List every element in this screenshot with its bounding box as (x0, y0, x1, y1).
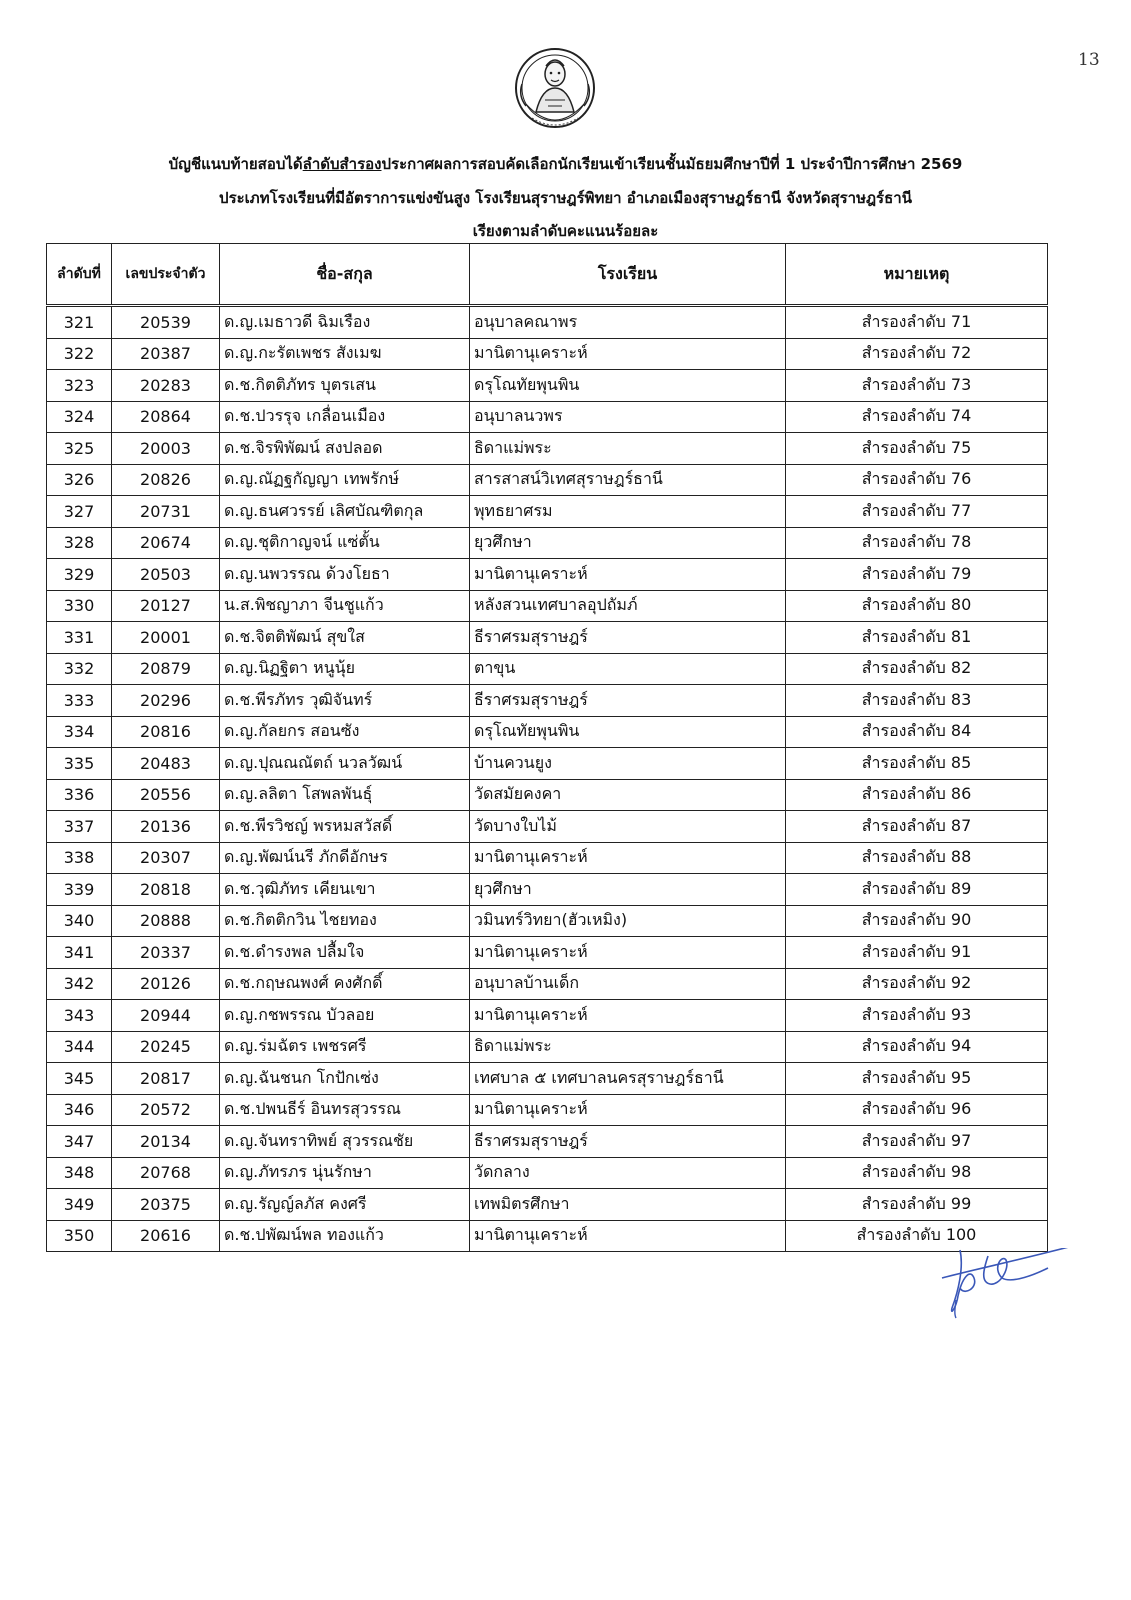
cell-full-name: ด.ญ.ลลิตา โสพลพันธุ์ (220, 779, 470, 811)
cell-school: อนุบาลนวพร (470, 401, 786, 433)
cell-sequence: 324 (47, 401, 112, 433)
cell-student-id: 20245 (112, 1031, 220, 1063)
cell-full-name: ด.ญ.ภัทรภร นุ่นรักษา (220, 1157, 470, 1189)
cell-remark: สำรองลำดับ 89 (786, 874, 1048, 906)
cell-full-name: ด.ช.ปพัฒน์พล ทองแก้ว (220, 1220, 470, 1252)
cell-student-id: 20731 (112, 496, 220, 528)
cell-school: ธีราศรมสุราษฎร์ (470, 685, 786, 717)
cell-student-id: 20944 (112, 1000, 220, 1032)
cell-sequence: 342 (47, 968, 112, 1000)
cell-student-id: 20826 (112, 464, 220, 496)
cell-remark: สำรองลำดับ 79 (786, 559, 1048, 591)
cell-student-id: 20768 (112, 1157, 220, 1189)
cell-school: เทพมิตรศึกษา (470, 1189, 786, 1221)
cell-full-name: ด.ญ.นิฏฐิตา หนูนุ้ย (220, 653, 470, 685)
table-body (47, 306, 1048, 1252)
cell-sequence: 331 (47, 622, 112, 654)
cell-sequence: 327 (47, 496, 112, 528)
cell-remark: สำรองลำดับ 96 (786, 1094, 1048, 1126)
table-row (47, 779, 1048, 811)
table-row (47, 1189, 1048, 1221)
cell-full-name: ด.ช.กิตติกวิน ไชยทอง (220, 905, 470, 937)
cell-remark: สำรองลำดับ 93 (786, 1000, 1048, 1032)
cell-full-name: ด.ช.พีรวิชญ์ พรหมสวัสดิ์ (220, 811, 470, 843)
cell-full-name: ด.ช.ปวรรุจ เกลื่อนเมือง (220, 401, 470, 433)
cell-school: อนุบาลบ้านเด็ก (470, 968, 786, 1000)
cell-remark: สำรองลำดับ 88 (786, 842, 1048, 874)
cell-school: ดรุโณทัยพุนพิน (470, 716, 786, 748)
table-row (47, 748, 1048, 780)
cell-sequence: 321 (47, 306, 112, 339)
heading-line-3: เรียงตามลำดับคะแนนร้อยละ (472, 222, 659, 240)
table-row (47, 905, 1048, 937)
cell-student-id: 20003 (112, 433, 220, 465)
cell-student-id: 20616 (112, 1220, 220, 1252)
cell-student-id: 20816 (112, 716, 220, 748)
cell-sequence: 326 (47, 464, 112, 496)
table-row (47, 464, 1048, 496)
cell-student-id: 20818 (112, 874, 220, 906)
table-row (47, 937, 1048, 969)
cell-sequence: 334 (47, 716, 112, 748)
heading-line-1-underlined: ลำดับสำรอง (302, 155, 382, 173)
cell-full-name: ด.ช.ปพนธีร์ อินทรสุวรรณ (220, 1094, 470, 1126)
cell-school: มานิตานุเคราะห์ (470, 937, 786, 969)
table-row (47, 653, 1048, 685)
cell-sequence: 344 (47, 1031, 112, 1063)
table-row (47, 306, 1048, 339)
table-row (47, 1000, 1048, 1032)
cell-remark: สำรองลำดับ 78 (786, 527, 1048, 559)
cell-student-id: 20387 (112, 338, 220, 370)
cell-school: เทศบาล ๕ เทศบาลนครสุราษฎร์ธานี (470, 1063, 786, 1095)
header-sequence: ลำดับที่ (47, 244, 112, 306)
cell-school: ดรุโณทัยพุนพิน (470, 370, 786, 402)
cell-school: มานิตานุเคราะห์ (470, 1220, 786, 1252)
cell-full-name: ด.ญ.ชุติกาญจน์ แซ่ตั้น (220, 527, 470, 559)
cell-school: มานิตานุเคราะห์ (470, 1000, 786, 1032)
cell-remark: สำรองลำดับ 86 (786, 779, 1048, 811)
cell-remark: สำรองลำดับ 87 (786, 811, 1048, 843)
cell-school: ธีราศรมสุราษฎร์ (470, 1126, 786, 1158)
cell-remark: สำรองลำดับ 98 (786, 1157, 1048, 1189)
cell-student-id: 20283 (112, 370, 220, 402)
cell-sequence: 345 (47, 1063, 112, 1095)
cell-school: มานิตานุเคราะห์ (470, 1094, 786, 1126)
cell-school: วัดกลาง (470, 1157, 786, 1189)
table-row (47, 590, 1048, 622)
cell-remark: สำรองลำดับ 83 (786, 685, 1048, 717)
cell-school: หลังสวนเทศบาลอุปถัมภ์ (470, 590, 786, 622)
cell-full-name: ด.ญ.ร่มฉัตร เพชรศรี (220, 1031, 470, 1063)
cell-remark: สำรองลำดับ 82 (786, 653, 1048, 685)
cell-sequence: 330 (47, 590, 112, 622)
cell-full-name: ด.ญ.รัญญ์ลภัส คงศรี (220, 1189, 470, 1221)
cell-full-name: ด.ญ.ณัฏฐกัญญา เทพรักษ์ (220, 464, 470, 496)
cell-sequence: 349 (47, 1189, 112, 1221)
table-row (47, 1157, 1048, 1189)
cell-remark: สำรองลำดับ 76 (786, 464, 1048, 496)
cell-remark: สำรองลำดับ 71 (786, 306, 1048, 339)
cell-school: วัดสมัยคงคา (470, 779, 786, 811)
table-row (47, 622, 1048, 654)
cell-full-name: ด.ญ.ฉันชนก โกปักเซ่ง (220, 1063, 470, 1095)
cell-remark: สำรองลำดับ 94 (786, 1031, 1048, 1063)
header-remark: หมายเหตุ (786, 244, 1048, 306)
table-row (47, 370, 1048, 402)
cell-sequence: 329 (47, 559, 112, 591)
cell-school: มานิตานุเคราะห์ (470, 842, 786, 874)
cell-school: วมินทร์วิทยา(ฮัวเหมิง) (470, 905, 786, 937)
cell-full-name: ด.ญ.พัฒน์นรี ภักดีอักษร (220, 842, 470, 874)
cell-full-name: ด.ญ.เมธาวดี ฉิมเรือง (220, 306, 470, 339)
cell-remark: สำรองลำดับ 85 (786, 748, 1048, 780)
table-row (47, 338, 1048, 370)
cell-student-id: 20888 (112, 905, 220, 937)
cell-student-id: 20127 (112, 590, 220, 622)
table-row (47, 874, 1048, 906)
cell-student-id: 20556 (112, 779, 220, 811)
table-row (47, 685, 1048, 717)
cell-sequence: 322 (47, 338, 112, 370)
cell-full-name: ด.ญ.ธนศวรรย์ เลิศบัณฑิตกุล (220, 496, 470, 528)
cell-full-name: ด.ช.กฤษณพงศ์ คงศักดิ์ (220, 968, 470, 1000)
table-row (47, 968, 1048, 1000)
table-row (47, 1031, 1048, 1063)
cell-remark: สำรองลำดับ 90 (786, 905, 1048, 937)
table-row (47, 1220, 1048, 1252)
table-row (47, 559, 1048, 591)
header-school: โรงเรียน (470, 244, 786, 306)
cell-remark: สำรองลำดับ 92 (786, 968, 1048, 1000)
cell-sequence: 340 (47, 905, 112, 937)
cell-sequence: 337 (47, 811, 112, 843)
cell-student-id: 20126 (112, 968, 220, 1000)
cell-sequence: 335 (47, 748, 112, 780)
cell-school: บ้านควนยูง (470, 748, 786, 780)
cell-student-id: 20503 (112, 559, 220, 591)
cell-student-id: 20483 (112, 748, 220, 780)
heading-line-2: ประเภทโรงเรียนที่มีอัตราการแข่งขันสูง โรงเรียนสุราษฎร์พิทยา อำเภอเมืองสุราษฎร์ธานี จังหวัดสุราษฎร์ธานี (219, 189, 912, 207)
cell-remark: สำรองลำดับ 77 (786, 496, 1048, 528)
cell-student-id: 20817 (112, 1063, 220, 1095)
cell-full-name: ด.ช.ดำรงพล ปลื้มใจ (220, 937, 470, 969)
cell-full-name: ด.ช.วุฒิภัทร เคียนเขา (220, 874, 470, 906)
table-row (47, 1126, 1048, 1158)
cell-student-id: 20134 (112, 1126, 220, 1158)
heading-line-1 (0, 152, 1131, 176)
cell-remark: สำรองลำดับ 81 (786, 622, 1048, 654)
cell-school: ธิดาแม่พระ (470, 1031, 786, 1063)
cell-sequence: 323 (47, 370, 112, 402)
table-row (47, 1063, 1048, 1095)
table-row (47, 811, 1048, 843)
cell-school: อนุบาลคณาพร (470, 306, 786, 339)
cell-school: วัดบางใบไม้ (470, 811, 786, 843)
cell-school: พุทธยาศรม (470, 496, 786, 528)
cell-student-id: 20864 (112, 401, 220, 433)
cell-sequence: 328 (47, 527, 112, 559)
cell-school: ธิดาแม่พระ (470, 433, 786, 465)
cell-student-id: 20674 (112, 527, 220, 559)
cell-sequence: 325 (47, 433, 112, 465)
cell-sequence: 333 (47, 685, 112, 717)
cell-remark: สำรองลำดับ 74 (786, 401, 1048, 433)
table-row (47, 716, 1048, 748)
signature-icon (940, 1248, 1090, 1328)
header-full-name: ชื่อ-สกุล (220, 244, 470, 306)
cell-student-id: 20879 (112, 653, 220, 685)
heading-line-1-end: ประกาศผลการสอบคัดเลือกนักเรียนเข้าเรียนชั้นมัธยมศึกษาปีที่ 1 ประจำปีการศึกษา 2569 (381, 155, 963, 173)
cell-school: ตาขุน (470, 653, 786, 685)
cell-sequence: 350 (47, 1220, 112, 1252)
table-row (47, 496, 1048, 528)
cell-remark: สำรองลำดับ 75 (786, 433, 1048, 465)
heading-line-1-start: บัญชีแนบท้ายสอบได้ (168, 155, 303, 173)
table-row (47, 527, 1048, 559)
cell-full-name: ด.ช.กิตติภัทร บุตรเสน (220, 370, 470, 402)
cell-full-name: ด.ญ.จันทราทิพย์ สุวรรณชัย (220, 1126, 470, 1158)
school-seal-icon (512, 44, 598, 136)
reserve-list-table (46, 243, 1048, 1252)
cell-school: สารสาสน์วิเทศสุราษฎร์ธานี (470, 464, 786, 496)
cell-full-name: ด.ญ.กะรัตเพชร สังเมฆ (220, 338, 470, 370)
cell-school: มานิตานุเคราะห์ (470, 338, 786, 370)
cell-remark: สำรองลำดับ 95 (786, 1063, 1048, 1095)
cell-sequence: 347 (47, 1126, 112, 1158)
cell-remark: สำรองลำดับ 84 (786, 716, 1048, 748)
cell-student-id: 20539 (112, 306, 220, 339)
cell-full-name: ด.ญ.นพวรรณ ด้วงโยธา (220, 559, 470, 591)
cell-student-id: 20001 (112, 622, 220, 654)
header-student-id: เลขประจำตัว (112, 244, 220, 306)
cell-student-id: 20375 (112, 1189, 220, 1221)
cell-student-id: 20136 (112, 811, 220, 843)
cell-remark: สำรองลำดับ 91 (786, 937, 1048, 969)
cell-full-name: ด.ช.จิตติพัฒน์ สุขใส (220, 622, 470, 654)
cell-sequence: 336 (47, 779, 112, 811)
cell-school: มานิตานุเคราะห์ (470, 559, 786, 591)
cell-student-id: 20337 (112, 937, 220, 969)
table-row (47, 1094, 1048, 1126)
cell-remark: สำรองลำดับ 97 (786, 1126, 1048, 1158)
cell-remark: สำรองลำดับ 100 (786, 1220, 1048, 1252)
table-row (47, 433, 1048, 465)
cell-remark: สำรองลำดับ 80 (786, 590, 1048, 622)
cell-full-name: ด.ญ.ปุณณณัตถ์ นวลวัฒน์ (220, 748, 470, 780)
cell-sequence: 339 (47, 874, 112, 906)
cell-student-id: 20572 (112, 1094, 220, 1126)
cell-school: ยุวศึกษา (470, 527, 786, 559)
cell-full-name: ด.ช.พีรภัทร วุฒิจันทร์ (220, 685, 470, 717)
cell-remark: สำรองลำดับ 72 (786, 338, 1048, 370)
cell-full-name: ด.ช.จิรพิพัฒน์ สงปลอด (220, 433, 470, 465)
cell-sequence: 348 (47, 1157, 112, 1189)
page-number: 13 (1078, 50, 1100, 70)
cell-remark: สำรองลำดับ 99 (786, 1189, 1048, 1221)
table-header-row (47, 244, 1048, 306)
cell-student-id: 20296 (112, 685, 220, 717)
cell-school: ธีราศรมสุราษฎร์ (470, 622, 786, 654)
cell-sequence: 346 (47, 1094, 112, 1126)
table-row (47, 842, 1048, 874)
cell-sequence: 341 (47, 937, 112, 969)
cell-sequence: 332 (47, 653, 112, 685)
table-row (47, 401, 1048, 433)
cell-sequence: 343 (47, 1000, 112, 1032)
cell-full-name: น.ส.พิชญาภา จีนชูแก้ว (220, 590, 470, 622)
cell-sequence: 338 (47, 842, 112, 874)
cell-full-name: ด.ญ.กัลยกร สอนซัง (220, 716, 470, 748)
cell-remark: สำรองลำดับ 73 (786, 370, 1048, 402)
cell-student-id: 20307 (112, 842, 220, 874)
cell-full-name: ด.ญ.กชพรรณ บัวลอย (220, 1000, 470, 1032)
cell-school: ยุวศึกษา (470, 874, 786, 906)
